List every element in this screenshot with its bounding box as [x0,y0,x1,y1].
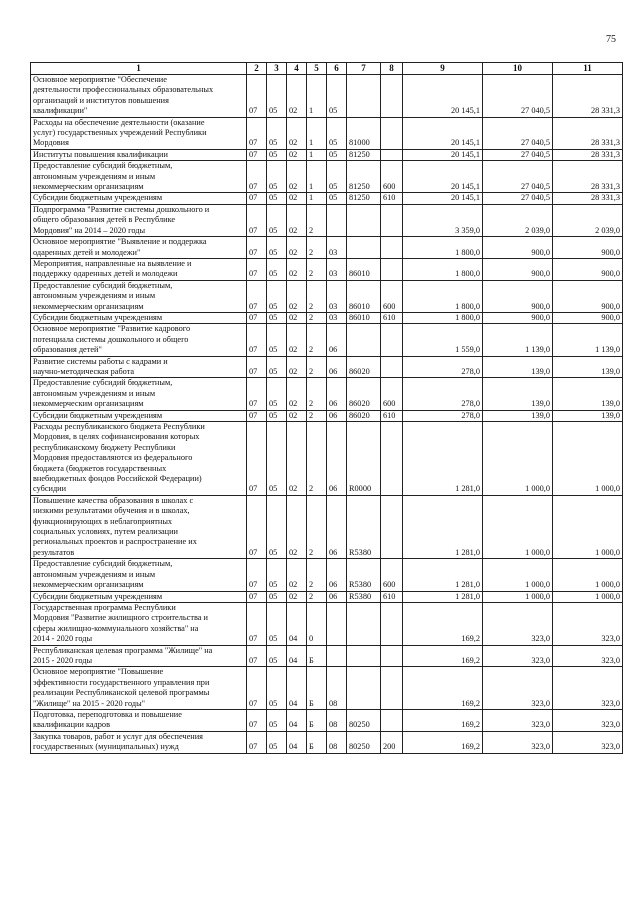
amount-2020-cell: 900,0 [553,237,623,259]
table-row [31,378,623,410]
code-rz-cell: 07 [247,559,267,591]
table-row [31,731,623,753]
code-expense-type-cell [381,117,403,149]
code-subprogram-cell: 2 [307,422,327,496]
code-direction-cell: 86010 [347,258,381,280]
item-name-cell: Повышение качества образования в школах с низкими результатами обучения и в школах, функционирующих в неблагоприятных социальных условиях, путем реализации региональных проектов и распространение их результатов [31,495,247,558]
amount-2019-cell: 139,0 [483,378,553,410]
amount-2018-cell: 1 800,0 [403,258,483,280]
amount-2019-cell: 1 000,0 [483,495,553,558]
amount-2019-cell: 139,0 [483,410,553,421]
code-subprogram-cell: Б [307,667,327,710]
code-prz-cell: 05 [267,324,287,356]
code-activity-cell: 05 [327,117,347,149]
code-program-cell: 02 [287,410,307,421]
code-rz-cell: 07 [247,280,267,312]
code-subprogram-cell: 2 [307,312,327,323]
code-activity-cell: 06 [327,324,347,356]
amount-2019-cell: 139,0 [483,356,553,378]
code-subprogram-cell: 1 [307,149,327,160]
code-rz-cell: 07 [247,667,267,710]
code-activity-cell [327,204,347,236]
code-direction-cell [347,75,381,118]
code-activity-cell: 06 [327,495,347,558]
table-row [31,667,623,710]
table-row [31,280,623,312]
table-row [31,324,623,356]
code-expense-type-cell [381,667,403,710]
amount-2020-cell: 900,0 [553,312,623,323]
code-program-cell: 02 [287,193,307,204]
code-prz-cell: 05 [267,280,287,312]
amount-2019-cell: 27 040,5 [483,117,553,149]
code-program-cell: 02 [287,117,307,149]
code-direction-cell: 81000 [347,117,381,149]
amount-2019-cell: 27 040,5 [483,75,553,118]
code-prz-cell: 05 [267,149,287,160]
item-name-cell: Расходы на обеспечение деятельности (оказание услуг) государственных учреждений Республики Мордовия [31,117,247,149]
code-rz-cell: 07 [247,324,267,356]
code-subprogram-cell: 1 [307,75,327,118]
amount-2018-cell: 1 281,0 [403,591,483,602]
amount-2018-cell: 278,0 [403,410,483,421]
code-program-cell: 02 [287,258,307,280]
code-prz-cell: 05 [267,731,287,753]
code-prz-cell: 05 [267,602,287,645]
code-expense-type-cell [381,204,403,236]
code-subprogram-cell: Б [307,645,327,667]
amount-2018-cell: 1 800,0 [403,280,483,312]
amount-2020-cell: 900,0 [553,258,623,280]
amount-2018-cell: 20 145,1 [403,161,483,193]
table-row [31,312,623,323]
item-name-cell: Республиканская целевая программа "Жилище" на 2015 - 2020 годы [31,645,247,667]
code-rz-cell: 07 [247,410,267,421]
item-name-cell: Субсидии бюджетным учреждениям [31,312,247,323]
amount-2020-cell: 1 000,0 [553,591,623,602]
amount-2019-cell: 900,0 [483,258,553,280]
code-expense-type-cell: 610 [381,410,403,421]
code-activity-cell: 08 [327,709,347,731]
table-row [31,161,623,193]
code-activity-cell: 05 [327,75,347,118]
amount-2018-cell: 278,0 [403,378,483,410]
code-activity-cell: 08 [327,667,347,710]
code-activity-cell: 08 [327,731,347,753]
amount-2019-cell: 323,0 [483,645,553,667]
code-subprogram-cell: Б [307,709,327,731]
amount-2019-cell: 323,0 [483,731,553,753]
code-direction-cell: R5380 [347,495,381,558]
amount-2020-cell: 2 039,0 [553,204,623,236]
amount-2020-cell: 1 000,0 [553,559,623,591]
amount-2020-cell: 28 331,3 [553,161,623,193]
item-name-cell: Субсидии бюджетным учреждениям [31,193,247,204]
code-direction-cell: R5380 [347,559,381,591]
item-name-cell: Мероприятия, направленные на выявление и поддержку одаренных детей и молодежи [31,258,247,280]
code-program-cell: 04 [287,667,307,710]
header-cell: 2 [247,63,267,75]
table-header-row [31,63,623,75]
code-subprogram-cell: 2 [307,591,327,602]
code-activity-cell: 05 [327,149,347,160]
amount-2019-cell: 900,0 [483,312,553,323]
code-expense-type-cell [381,602,403,645]
amount-2020-cell: 139,0 [553,378,623,410]
code-expense-type-cell [381,422,403,496]
table-row [31,422,623,496]
amount-2019-cell: 1 000,0 [483,591,553,602]
code-subprogram-cell: 2 [307,356,327,378]
amount-2020-cell: 900,0 [553,280,623,312]
code-rz-cell: 07 [247,193,267,204]
amount-2018-cell: 20 145,1 [403,149,483,160]
header-cell: 6 [327,63,347,75]
amount-2020-cell: 1 000,0 [553,495,623,558]
code-activity-cell: 06 [327,378,347,410]
page-number: 75 [606,34,616,45]
amount-2018-cell: 1 281,0 [403,422,483,496]
code-expense-type-cell [381,356,403,378]
amount-2018-cell: 1 281,0 [403,559,483,591]
item-name-cell: Институты повышения квалификации [31,149,247,160]
amount-2018-cell: 1 281,0 [403,495,483,558]
code-subprogram-cell: 2 [307,495,327,558]
code-expense-type-cell [381,324,403,356]
code-rz-cell: 07 [247,75,267,118]
code-direction-cell [347,237,381,259]
amount-2020-cell: 28 331,3 [553,117,623,149]
code-program-cell: 04 [287,709,307,731]
code-activity-cell: 06 [327,422,347,496]
table-row [31,495,623,558]
code-program-cell: 02 [287,378,307,410]
code-activity-cell [327,645,347,667]
amount-2019-cell: 27 040,5 [483,161,553,193]
code-rz-cell: 07 [247,117,267,149]
amount-2020-cell: 28 331,3 [553,193,623,204]
amount-2020-cell: 323,0 [553,667,623,710]
code-direction-cell: 86020 [347,356,381,378]
code-prz-cell: 05 [267,312,287,323]
table-body [31,75,623,754]
code-direction-cell [347,602,381,645]
code-prz-cell: 05 [267,204,287,236]
table-row [31,591,623,602]
code-prz-cell: 05 [267,161,287,193]
header-cell: 3 [267,63,287,75]
amount-2019-cell: 323,0 [483,667,553,710]
header-cell: 11 [553,63,623,75]
code-prz-cell: 05 [267,75,287,118]
code-expense-type-cell: 600 [381,161,403,193]
code-prz-cell: 05 [267,258,287,280]
code-program-cell: 02 [287,280,307,312]
code-program-cell: 02 [287,161,307,193]
code-expense-type-cell [381,258,403,280]
code-subprogram-cell: 2 [307,410,327,421]
code-expense-type-cell [381,75,403,118]
code-activity-cell: 03 [327,237,347,259]
item-name-cell: Предоставление субсидий бюджетным, автономным учреждениям и иным некоммерческим организациям [31,559,247,591]
code-activity-cell: 06 [327,559,347,591]
budget-table [30,62,623,754]
amount-2020-cell: 323,0 [553,731,623,753]
table-row [31,602,623,645]
code-subprogram-cell: 1 [307,161,327,193]
amount-2020-cell: 323,0 [553,709,623,731]
code-rz-cell: 07 [247,149,267,160]
code-program-cell: 02 [287,312,307,323]
code-prz-cell: 05 [267,709,287,731]
code-activity-cell: 03 [327,258,347,280]
code-prz-cell: 05 [267,559,287,591]
code-program-cell: 02 [287,149,307,160]
code-prz-cell: 05 [267,645,287,667]
code-prz-cell: 05 [267,495,287,558]
header-cell: 8 [381,63,403,75]
item-name-cell: Основное мероприятие "Обеспечение деятельности профессиональных образовательных организаций и институтов повышения квалификации" [31,75,247,118]
code-prz-cell: 05 [267,193,287,204]
code-direction-cell [347,667,381,710]
table-row [31,645,623,667]
amount-2019-cell: 27 040,5 [483,149,553,160]
amount-2018-cell: 1 800,0 [403,237,483,259]
code-program-cell: 04 [287,731,307,753]
code-rz-cell: 07 [247,237,267,259]
code-program-cell: 04 [287,645,307,667]
code-direction-cell: 81250 [347,193,381,204]
amount-2018-cell: 169,2 [403,731,483,753]
amount-2019-cell: 1 000,0 [483,422,553,496]
code-program-cell: 02 [287,422,307,496]
item-name-cell: Подпрограмма "Развитие системы дошкольного и общего образования детей в Республике Мордовия" на 2014 – 2020 годы [31,204,247,236]
code-prz-cell: 05 [267,667,287,710]
code-activity-cell: 05 [327,193,347,204]
code-prz-cell: 05 [267,591,287,602]
code-subprogram-cell: 2 [307,324,327,356]
code-prz-cell: 05 [267,410,287,421]
code-expense-type-cell: 600 [381,559,403,591]
amount-2019-cell: 27 040,5 [483,193,553,204]
code-program-cell: 02 [287,495,307,558]
item-name-cell: Предоставление субсидий бюджетным, автономным учреждениям и иным некоммерческим организациям [31,161,247,193]
amount-2020-cell: 323,0 [553,602,623,645]
table-row [31,709,623,731]
code-rz-cell: 07 [247,422,267,496]
code-subprogram-cell: 2 [307,559,327,591]
code-subprogram-cell: 0 [307,602,327,645]
amount-2018-cell: 169,2 [403,602,483,645]
table-row [31,410,623,421]
item-name-cell: Предоставление субсидий бюджетным, автономным учреждениям и иным некоммерческим организациям [31,280,247,312]
code-subprogram-cell: 1 [307,193,327,204]
code-prz-cell: 05 [267,422,287,496]
code-activity-cell: 03 [327,280,347,312]
code-rz-cell: 07 [247,495,267,558]
code-program-cell: 02 [287,237,307,259]
header-cell: 7 [347,63,381,75]
code-subprogram-cell: 2 [307,280,327,312]
code-expense-type-cell [381,709,403,731]
code-activity-cell: 06 [327,591,347,602]
table-row [31,193,623,204]
code-prz-cell: 05 [267,237,287,259]
header-cell: 4 [287,63,307,75]
amount-2018-cell: 3 359,0 [403,204,483,236]
amount-2018-cell: 169,2 [403,709,483,731]
code-direction-cell: 86020 [347,410,381,421]
code-direction-cell: 81250 [347,161,381,193]
code-rz-cell: 07 [247,312,267,323]
amount-2018-cell: 1 800,0 [403,312,483,323]
item-name-cell: Расходы республиканского бюджета Республики Мордовия, в целях софинансирования которых республиканскому бюджету Республики Мордовия предоставляются из федерального бюджета (бюджетов государственных внебюджетных фондов Российской Федерации) субсидии [31,422,247,496]
item-name-cell: Закупка товаров, работ и услуг для обеспечения государственных (муниципальных) нужд [31,731,247,753]
item-name-cell: Субсидии бюджетным учреждениям [31,591,247,602]
item-name-cell: Субсидии бюджетным учреждениям [31,410,247,421]
code-subprogram-cell: Б [307,731,327,753]
table-row [31,356,623,378]
item-name-cell: Развитие системы работы с кадрами и научно-методическая работа [31,356,247,378]
header-cell: 9 [403,63,483,75]
code-subprogram-cell: 1 [307,117,327,149]
code-rz-cell: 07 [247,645,267,667]
item-name-cell: Подготовка, переподготовка и повышение квалификации кадров [31,709,247,731]
code-rz-cell: 07 [247,258,267,280]
amount-2020-cell: 28 331,3 [553,75,623,118]
amount-2018-cell: 169,2 [403,667,483,710]
header-cell: 1 [31,63,247,75]
code-expense-type-cell: 600 [381,280,403,312]
code-expense-type-cell: 610 [381,591,403,602]
code-direction-cell [347,645,381,667]
code-rz-cell: 07 [247,356,267,378]
header-cell: 5 [307,63,327,75]
code-expense-type-cell: 610 [381,193,403,204]
amount-2020-cell: 139,0 [553,356,623,378]
amount-2018-cell: 1 559,0 [403,324,483,356]
code-subprogram-cell: 2 [307,378,327,410]
code-activity-cell: 03 [327,312,347,323]
code-rz-cell: 07 [247,591,267,602]
table-row [31,237,623,259]
code-expense-type-cell: 200 [381,731,403,753]
code-direction-cell: 86020 [347,378,381,410]
code-expense-type-cell [381,149,403,160]
code-rz-cell: 07 [247,731,267,753]
code-prz-cell: 05 [267,356,287,378]
item-name-cell: Государственная программа Республики Мордовия "Развитие жилищного строительства и сферы жилищно-коммунального хозяйства" на 2014 - 2020 годы [31,602,247,645]
table-row [31,258,623,280]
code-program-cell: 02 [287,559,307,591]
code-rz-cell: 07 [247,378,267,410]
code-direction-cell: R0000 [347,422,381,496]
code-expense-type-cell [381,645,403,667]
code-direction-cell: 86010 [347,280,381,312]
code-direction-cell: 80250 [347,709,381,731]
amount-2018-cell: 20 145,1 [403,75,483,118]
amount-2020-cell: 323,0 [553,645,623,667]
code-direction-cell: 80250 [347,731,381,753]
table-row [31,117,623,149]
code-direction-cell [347,204,381,236]
code-activity-cell [327,602,347,645]
amount-2018-cell: 20 145,1 [403,193,483,204]
code-direction-cell: 81250 [347,149,381,160]
amount-2019-cell: 323,0 [483,709,553,731]
amount-2018-cell: 20 145,1 [403,117,483,149]
code-direction-cell: 86010 [347,312,381,323]
code-prz-cell: 05 [267,117,287,149]
code-rz-cell: 07 [247,161,267,193]
code-direction-cell: R5380 [347,591,381,602]
amount-2019-cell: 900,0 [483,237,553,259]
amount-2018-cell: 278,0 [403,356,483,378]
amount-2020-cell: 28 331,3 [553,149,623,160]
table-row [31,204,623,236]
code-program-cell: 02 [287,204,307,236]
amount-2020-cell: 1 139,0 [553,324,623,356]
amount-2020-cell: 139,0 [553,410,623,421]
table-row [31,75,623,118]
header-cell: 10 [483,63,553,75]
code-subprogram-cell: 2 [307,237,327,259]
code-prz-cell: 05 [267,378,287,410]
item-name-cell: Предоставление субсидий бюджетным, автономным учреждениям и иным некоммерческим организациям [31,378,247,410]
code-program-cell: 04 [287,602,307,645]
code-rz-cell: 07 [247,709,267,731]
code-subprogram-cell: 2 [307,204,327,236]
code-program-cell: 02 [287,75,307,118]
amount-2020-cell: 1 000,0 [553,422,623,496]
code-activity-cell: 06 [327,410,347,421]
code-program-cell: 02 [287,591,307,602]
code-program-cell: 02 [287,324,307,356]
item-name-cell: Основное мероприятие "Развитие кадрового потенциала системы дошкольного и общего образования детей" [31,324,247,356]
code-rz-cell: 07 [247,602,267,645]
item-name-cell: Основное мероприятие "Выявление и поддержка одаренных детей и молодежи" [31,237,247,259]
amount-2019-cell: 1 000,0 [483,559,553,591]
amount-2019-cell: 2 039,0 [483,204,553,236]
code-activity-cell: 05 [327,161,347,193]
amount-2019-cell: 323,0 [483,602,553,645]
item-name-cell: Основное мероприятие "Повышение эффективности государственного управления при реализации Республиканской целевой программы "Жилище" на 2015 - 2020 годы" [31,667,247,710]
amount-2019-cell: 900,0 [483,280,553,312]
code-rz-cell: 07 [247,204,267,236]
code-program-cell: 02 [287,356,307,378]
code-expense-type-cell: 600 [381,378,403,410]
code-activity-cell: 06 [327,356,347,378]
table-row [31,559,623,591]
amount-2019-cell: 1 139,0 [483,324,553,356]
code-expense-type-cell [381,237,403,259]
amount-2018-cell: 169,2 [403,645,483,667]
code-subprogram-cell: 2 [307,258,327,280]
code-direction-cell [347,324,381,356]
table-row [31,149,623,160]
code-expense-type-cell: 610 [381,312,403,323]
code-expense-type-cell [381,495,403,558]
